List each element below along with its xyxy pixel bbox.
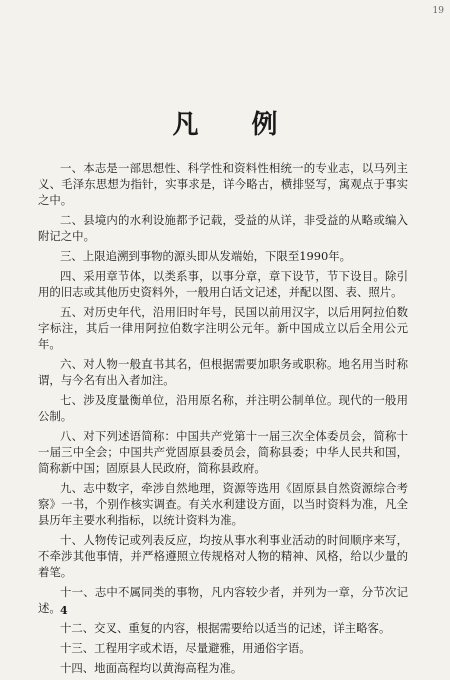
guideline-item: 二、县境内的水利设施都予记载，受益的从详，非受益的从略或编入附记之中。 — [38, 213, 408, 243]
guideline-item: 十三、工程用字或术语，尽量避雅，用通俗字语。 — [60, 641, 311, 655]
page-title: 凡 例 — [172, 110, 300, 140]
guideline-item: 十二、交叉、重复的内容，根据需要给以适当的记述，详主略客。 — [60, 621, 391, 635]
guidelines-body — [38, 160, 408, 680]
guideline-item: 十一、志中不属同类的事物，凡内容较少者，并列为一章，分节次记述。 — [38, 585, 408, 615]
guideline-item: 七、涉及度量衡单位，沿用原名称，并注明公制单位。现代的一般用公制。 — [38, 393, 408, 423]
guideline-item: 九、志中数字，牵涉自然地理，资源等选用《固原县自然资源综合考察》一书，个别作核实调查。有关水利建设方面，以当时资料为准，凡全县历年主要水利指标，以统计资料为准。 — [38, 481, 408, 527]
guideline-item: 五、对历史年代，沿用旧时年号，民国以前用汉字，以后用阿拉伯数字标注，其后一律用阿拉伯数字注明公元年。新中国成立以后全用公元年。 — [38, 305, 408, 351]
guideline-item: 四、采用章节体，以类系事，以事分章，章下设节，节下设目。除引用的旧志或其他历史资料外，一般用白话文记述，并配以图、表、照片。 — [38, 269, 408, 299]
page-number: 4 — [60, 604, 68, 617]
guideline-item: 十、人物传记或列表反应，均按从事水利事业活动的时间顺序来写，不牵涉其他事情，并严格遵照立传规格对人物的精神、风格，给以少量的着笔。 — [38, 533, 408, 579]
guideline-item: 八、对下列述语简称：中国共产党第十一届三次全体委员会，简称十一届三中全会；中国共产党固原县委员会，简称县委；中华人民共和国，简称新中国；固原县人民政府，简称县政府。 — [38, 429, 408, 475]
corner-mark: 19 — [432, 6, 444, 16]
guideline-item: 六、对人物一般直书其名，但根据需要加职务或职称。地名用当时称谓，与今名有出入者加注。 — [38, 357, 408, 387]
guideline-item: 三、上限追溯到事物的源头即从发端始，下限至1990年。 — [60, 249, 351, 263]
guideline-item: 一、本志是一部思想性、科学性和资料性相统一的专业志，以马列主义、毛泽东思想为指针，实事求是，详今略古，横排竖写，寓观点于事实之中。 — [38, 161, 408, 207]
guideline-item: 十四、地面高程均以黄海高程为准。 — [60, 661, 243, 675]
